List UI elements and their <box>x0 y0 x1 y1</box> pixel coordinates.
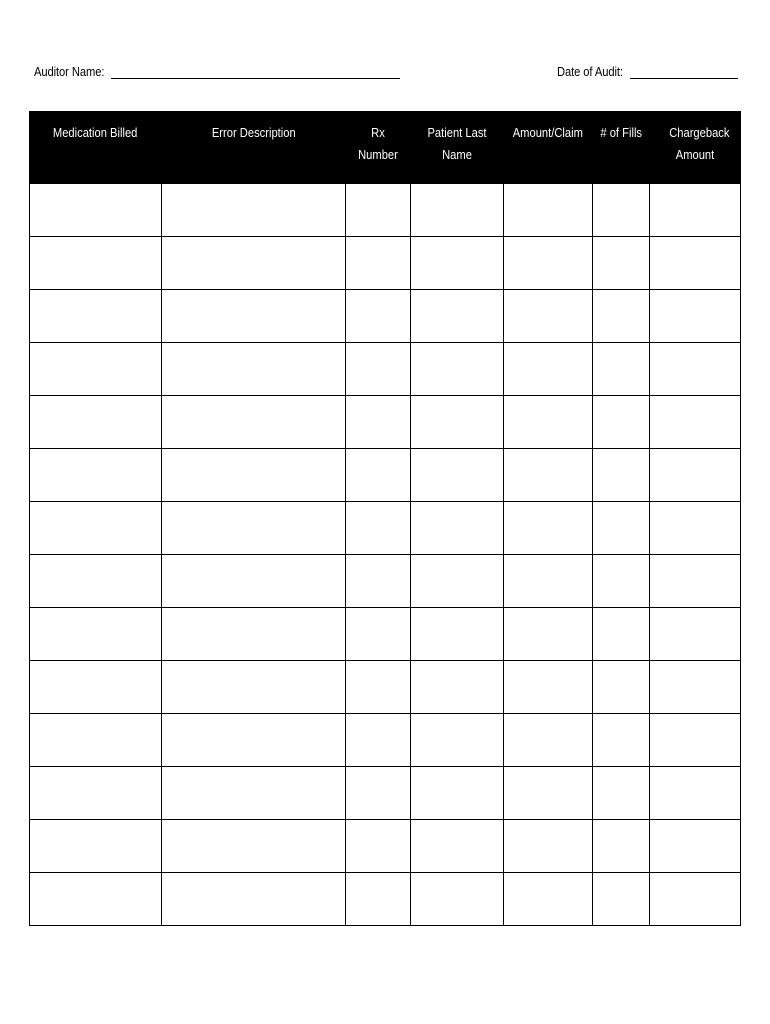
table-cell[interactable] <box>650 555 741 608</box>
table-cell[interactable] <box>346 502 411 555</box>
table-row <box>30 661 741 714</box>
table-cell[interactable] <box>650 873 741 926</box>
table-cell[interactable] <box>162 608 346 661</box>
table-cell[interactable] <box>650 449 741 502</box>
table-cell[interactable] <box>504 555 593 608</box>
table-row <box>30 714 741 767</box>
table-cell[interactable] <box>504 396 593 449</box>
table-cell[interactable] <box>346 343 411 396</box>
table-row <box>30 767 741 820</box>
column-header-label: Rx Number <box>358 125 398 162</box>
table-cell[interactable] <box>162 767 346 820</box>
table-cell[interactable] <box>162 502 346 555</box>
table-cell[interactable] <box>411 184 504 237</box>
table-cell[interactable] <box>30 184 162 237</box>
table-cell[interactable] <box>346 237 411 290</box>
table-cell[interactable] <box>346 661 411 714</box>
table-row <box>30 449 741 502</box>
table-cell[interactable] <box>650 237 741 290</box>
column-header-medication-billed <box>30 112 162 184</box>
table-row <box>30 555 741 608</box>
table-cell[interactable] <box>162 396 346 449</box>
table-cell[interactable] <box>650 661 741 714</box>
table-cell[interactable] <box>30 449 162 502</box>
table-row <box>30 820 741 873</box>
table-row <box>30 343 741 396</box>
audit-table <box>29 111 741 926</box>
table-body <box>30 184 741 926</box>
table-cell[interactable] <box>593 343 650 396</box>
table-cell[interactable] <box>346 555 411 608</box>
table-cell[interactable] <box>411 820 504 873</box>
table-cell[interactable] <box>30 661 162 714</box>
column-header-rx-number <box>346 112 411 184</box>
table-cell[interactable] <box>346 608 411 661</box>
table-cell[interactable] <box>593 873 650 926</box>
table-cell[interactable] <box>30 767 162 820</box>
table-cell[interactable] <box>346 767 411 820</box>
table-cell[interactable] <box>411 396 504 449</box>
table-cell[interactable] <box>346 184 411 237</box>
table-cell[interactable] <box>346 820 411 873</box>
table-cell[interactable] <box>593 237 650 290</box>
table-row <box>30 396 741 449</box>
table-cell[interactable] <box>504 608 593 661</box>
table-cell[interactable] <box>650 290 741 343</box>
table-cell[interactable] <box>30 396 162 449</box>
table-cell[interactable] <box>593 820 650 873</box>
table-cell[interactable] <box>411 555 504 608</box>
table-cell[interactable] <box>504 449 593 502</box>
column-header-label: Patient Last Name <box>427 125 487 162</box>
table-header-row <box>30 112 741 184</box>
table-cell[interactable] <box>30 502 162 555</box>
table-cell[interactable] <box>346 873 411 926</box>
column-header-patient-last-name <box>411 112 504 184</box>
table-cell[interactable] <box>650 714 741 767</box>
table-cell[interactable] <box>504 661 593 714</box>
table-cell[interactable] <box>30 873 162 926</box>
table-cell[interactable] <box>593 555 650 608</box>
table-cell[interactable] <box>593 767 650 820</box>
auditor-name-field[interactable] <box>34 64 400 79</box>
table-cell[interactable] <box>162 237 346 290</box>
table-cell[interactable] <box>650 502 741 555</box>
table-cell[interactable] <box>411 873 504 926</box>
table-cell[interactable] <box>593 714 650 767</box>
table-row <box>30 184 741 237</box>
table-cell[interactable] <box>411 661 504 714</box>
table-cell[interactable] <box>411 502 504 555</box>
table-cell[interactable] <box>593 608 650 661</box>
column-header-label: Chargeback Amount <box>669 125 730 162</box>
table-cell[interactable] <box>30 714 162 767</box>
table-cell[interactable] <box>411 714 504 767</box>
table-row <box>30 290 741 343</box>
table-cell[interactable] <box>504 502 593 555</box>
table-cell[interactable] <box>162 343 346 396</box>
table-cell[interactable] <box>411 343 504 396</box>
table-row <box>30 502 741 555</box>
table-cell[interactable] <box>504 290 593 343</box>
table-cell[interactable] <box>162 820 346 873</box>
table-cell[interactable] <box>650 820 741 873</box>
table-cell[interactable] <box>162 714 346 767</box>
table-cell[interactable] <box>593 449 650 502</box>
date-of-audit-label: Date of Audit: <box>557 64 623 79</box>
table-cell[interactable] <box>30 555 162 608</box>
table-row <box>30 608 741 661</box>
table-cell[interactable] <box>650 343 741 396</box>
table-cell[interactable] <box>504 820 593 873</box>
table-cell[interactable] <box>30 237 162 290</box>
table-cell[interactable] <box>411 237 504 290</box>
column-header-amount-claim <box>504 112 593 184</box>
table-cell[interactable] <box>411 608 504 661</box>
table-cell[interactable] <box>593 290 650 343</box>
table-cell[interactable] <box>504 184 593 237</box>
column-header-error-description <box>162 112 346 184</box>
table-cell[interactable] <box>411 449 504 502</box>
column-header-label: Error Description <box>211 125 296 140</box>
table-cell[interactable] <box>411 290 504 343</box>
table-cell[interactable] <box>593 184 650 237</box>
table-cell[interactable] <box>30 820 162 873</box>
table-cell[interactable] <box>650 184 741 237</box>
table-cell[interactable] <box>504 237 593 290</box>
table-cell[interactable] <box>411 767 504 820</box>
table-cell[interactable] <box>650 608 741 661</box>
auditor-name-line[interactable] <box>111 64 400 79</box>
table-cell[interactable] <box>346 290 411 343</box>
table-cell[interactable] <box>650 396 741 449</box>
table-row <box>30 873 741 926</box>
table-cell[interactable] <box>504 714 593 767</box>
auditor-name-label: Auditor Name: <box>34 64 105 79</box>
date-of-audit-field[interactable] <box>557 64 738 79</box>
column-header-label: Medication Billed <box>53 125 138 140</box>
column-header-chargeback-amount <box>650 112 741 184</box>
table-cell[interactable] <box>346 714 411 767</box>
table-cell[interactable] <box>30 608 162 661</box>
column-header-label: # of Fills <box>600 125 642 140</box>
table-cell[interactable] <box>162 449 346 502</box>
table-cell[interactable] <box>162 555 346 608</box>
table-cell[interactable] <box>162 661 346 714</box>
table-cell[interactable] <box>30 343 162 396</box>
table-cell[interactable] <box>504 343 593 396</box>
table-cell[interactable] <box>593 661 650 714</box>
table-cell[interactable] <box>346 396 411 449</box>
table-cell[interactable] <box>593 502 650 555</box>
table-cell[interactable] <box>162 184 346 237</box>
date-of-audit-line[interactable] <box>630 64 738 79</box>
table-cell[interactable] <box>504 873 593 926</box>
table-cell[interactable] <box>162 873 346 926</box>
column-header-label: Amount/Claim <box>512 125 584 140</box>
table-cell[interactable] <box>593 396 650 449</box>
column-header-number-of-fills <box>593 112 650 184</box>
table-cell[interactable] <box>162 290 346 343</box>
table-cell[interactable] <box>650 767 741 820</box>
table-cell[interactable] <box>30 290 162 343</box>
table-row <box>30 237 741 290</box>
table-cell[interactable] <box>504 767 593 820</box>
table-cell[interactable] <box>346 449 411 502</box>
